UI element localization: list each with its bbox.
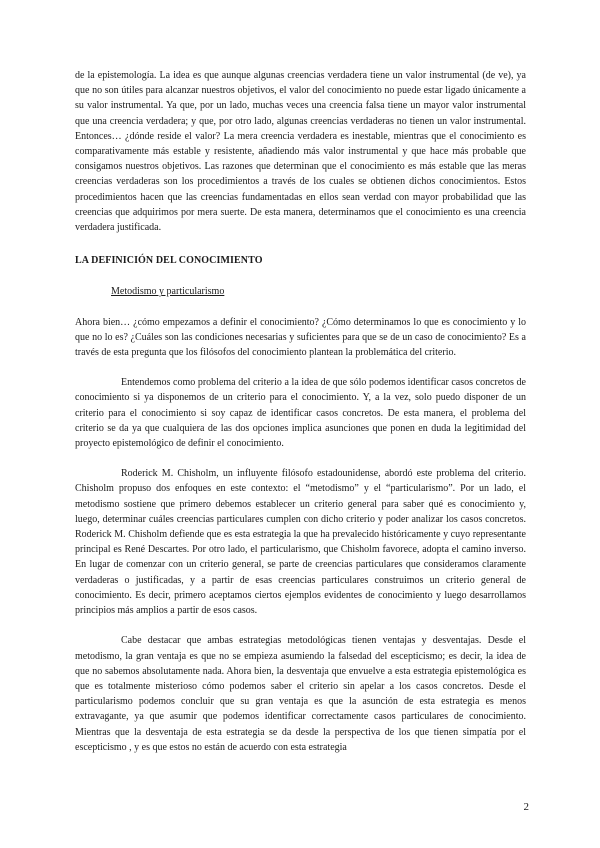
paragraph-advantages: Cabe destacar que ambas estrategias metodológicas tienen ventajas y desventajas. Desde el metodismo, la gran ventaja es que no se empieza asumiendo la falsedad del escepticismo; es decir, la idea de que no sabemos absolutamente nada. Ahora bien, la desventaja que envuelve a esta estrategia epistemológica es que es totalmente misterioso cómo podemos saber el criterio sin apelar a los casos concretos. Desde el particularismo podemos concluir que su gran ventaja es que la asunción de esta estrategia es menos extravagante, ya que asumir que podemos identificar correctamente casos particulares de conocimiento. Mientras que la desventaja de esta estrategia se da desde la perspectiva de los que tienen simpatía por el escepticismo , y es que estos no están de acuerdo con esta estrategia [75, 635, 526, 753]
intro-paragraph: de la epistemología. La idea es que aunque algunas creencias verdadera tiene un valor instrumental (de ve), ya que no son útiles para alcanzar nuestros objetivos, el valor del conocimiento no puede estar ligado únicamente a su valor instrumental. Ya que, por un lado, muchas veces una creencia falsa tiene un mayor valor instrumental que una creencia verdadera; y que, por otro lado, algunas creencias verdaderas no tienen un valor instrumental. Entonces… ¿dónde reside el valor? La mera creencia verdadera es inestable, mientras que el conocimiento es comparativamente más estable y resistente, añadiendo más valor instrumental y que hace más probable que consigamos nuestros objetivos. Las razones que determinan que el conocimiento es más estable que las meras creencias verdaderas son los procedimientos a través de los cuales se obtienen dichos conocimientos. Estos procedimientos hacen que las creencias fundamentadas en ellos sean verdad con mayor probabilidad que las creencias que adquirimos por mera suerte. De esta manera, determinamos que el conocimiento es una creencia verdadera justificada. [75, 70, 526, 234]
document-body [75, 68, 526, 755]
page-number: 2 [523, 801, 529, 813]
section-heading: LA DEFINICIÓN DEL CONOCIMIENTO [75, 255, 263, 267]
paragraph-criterion-problem: Entendemos como problema del criterio a la idea de que sólo podemos identificar casos concretos de conocimiento si ya disponemos de un criterio para el conocimiento. Y, a la vez, solo puedo disponer de un criterio para el conocimiento si soy capaz de identificar casos concretos. De esta manera, el problema del criterio se da ya que cualquiera de las dos opciones implica asunciones que ponen en duda la legitimidad del proyecto epistemológico de definir el conocimiento. [75, 377, 526, 450]
paragraph-criterion-question: Ahora bien… ¿cómo empezamos a definir el conocimiento? ¿Cómo determinamos lo que es conocimiento y lo que no lo es? ¿Cuáles son las condiciones necesarias y suficientes para que se de un caso de conocimiento? Es a través de esta pregunta que los filósofos del conocimiento plantean la problemática del criterio. [75, 316, 526, 359]
paragraph-chisholm: Roderick M. Chisholm, un influyente filósofo estadounidense, abordó este problema del criterio. Chisholm propuso dos enfoques en este contexto: el “metodismo” y el “particularismo”. Por un lado, el metodismo sostiene que primero debemos establecer un criterio general para saber qué es conocimiento y, luego, determinar cuáles creencias particulares cumplen con dicho criterio y poder analizar los casos concretos. Roderick M. Chisholm defiende que es esta estrategia la que ha prevalecido históricamente y cuyo representante principal es René Descartes. Por otro lado, el particularismo, que Chisholm favorece, adopta el camino inverso. En lugar de comenzar con un criterio general, se parte de creencias particulares que consideramos claramente verdaderas o justificadas, y a partir de esas creencias particulares construimos un criterio general de conocimiento. Es decir, primero aceptamos ciertos ejemplos evidentes de conocimiento y luego desarrollamos principios más amplios a partir de esos casos. [75, 468, 526, 617]
subsection-heading: Metodismo y particularismo [111, 286, 225, 298]
